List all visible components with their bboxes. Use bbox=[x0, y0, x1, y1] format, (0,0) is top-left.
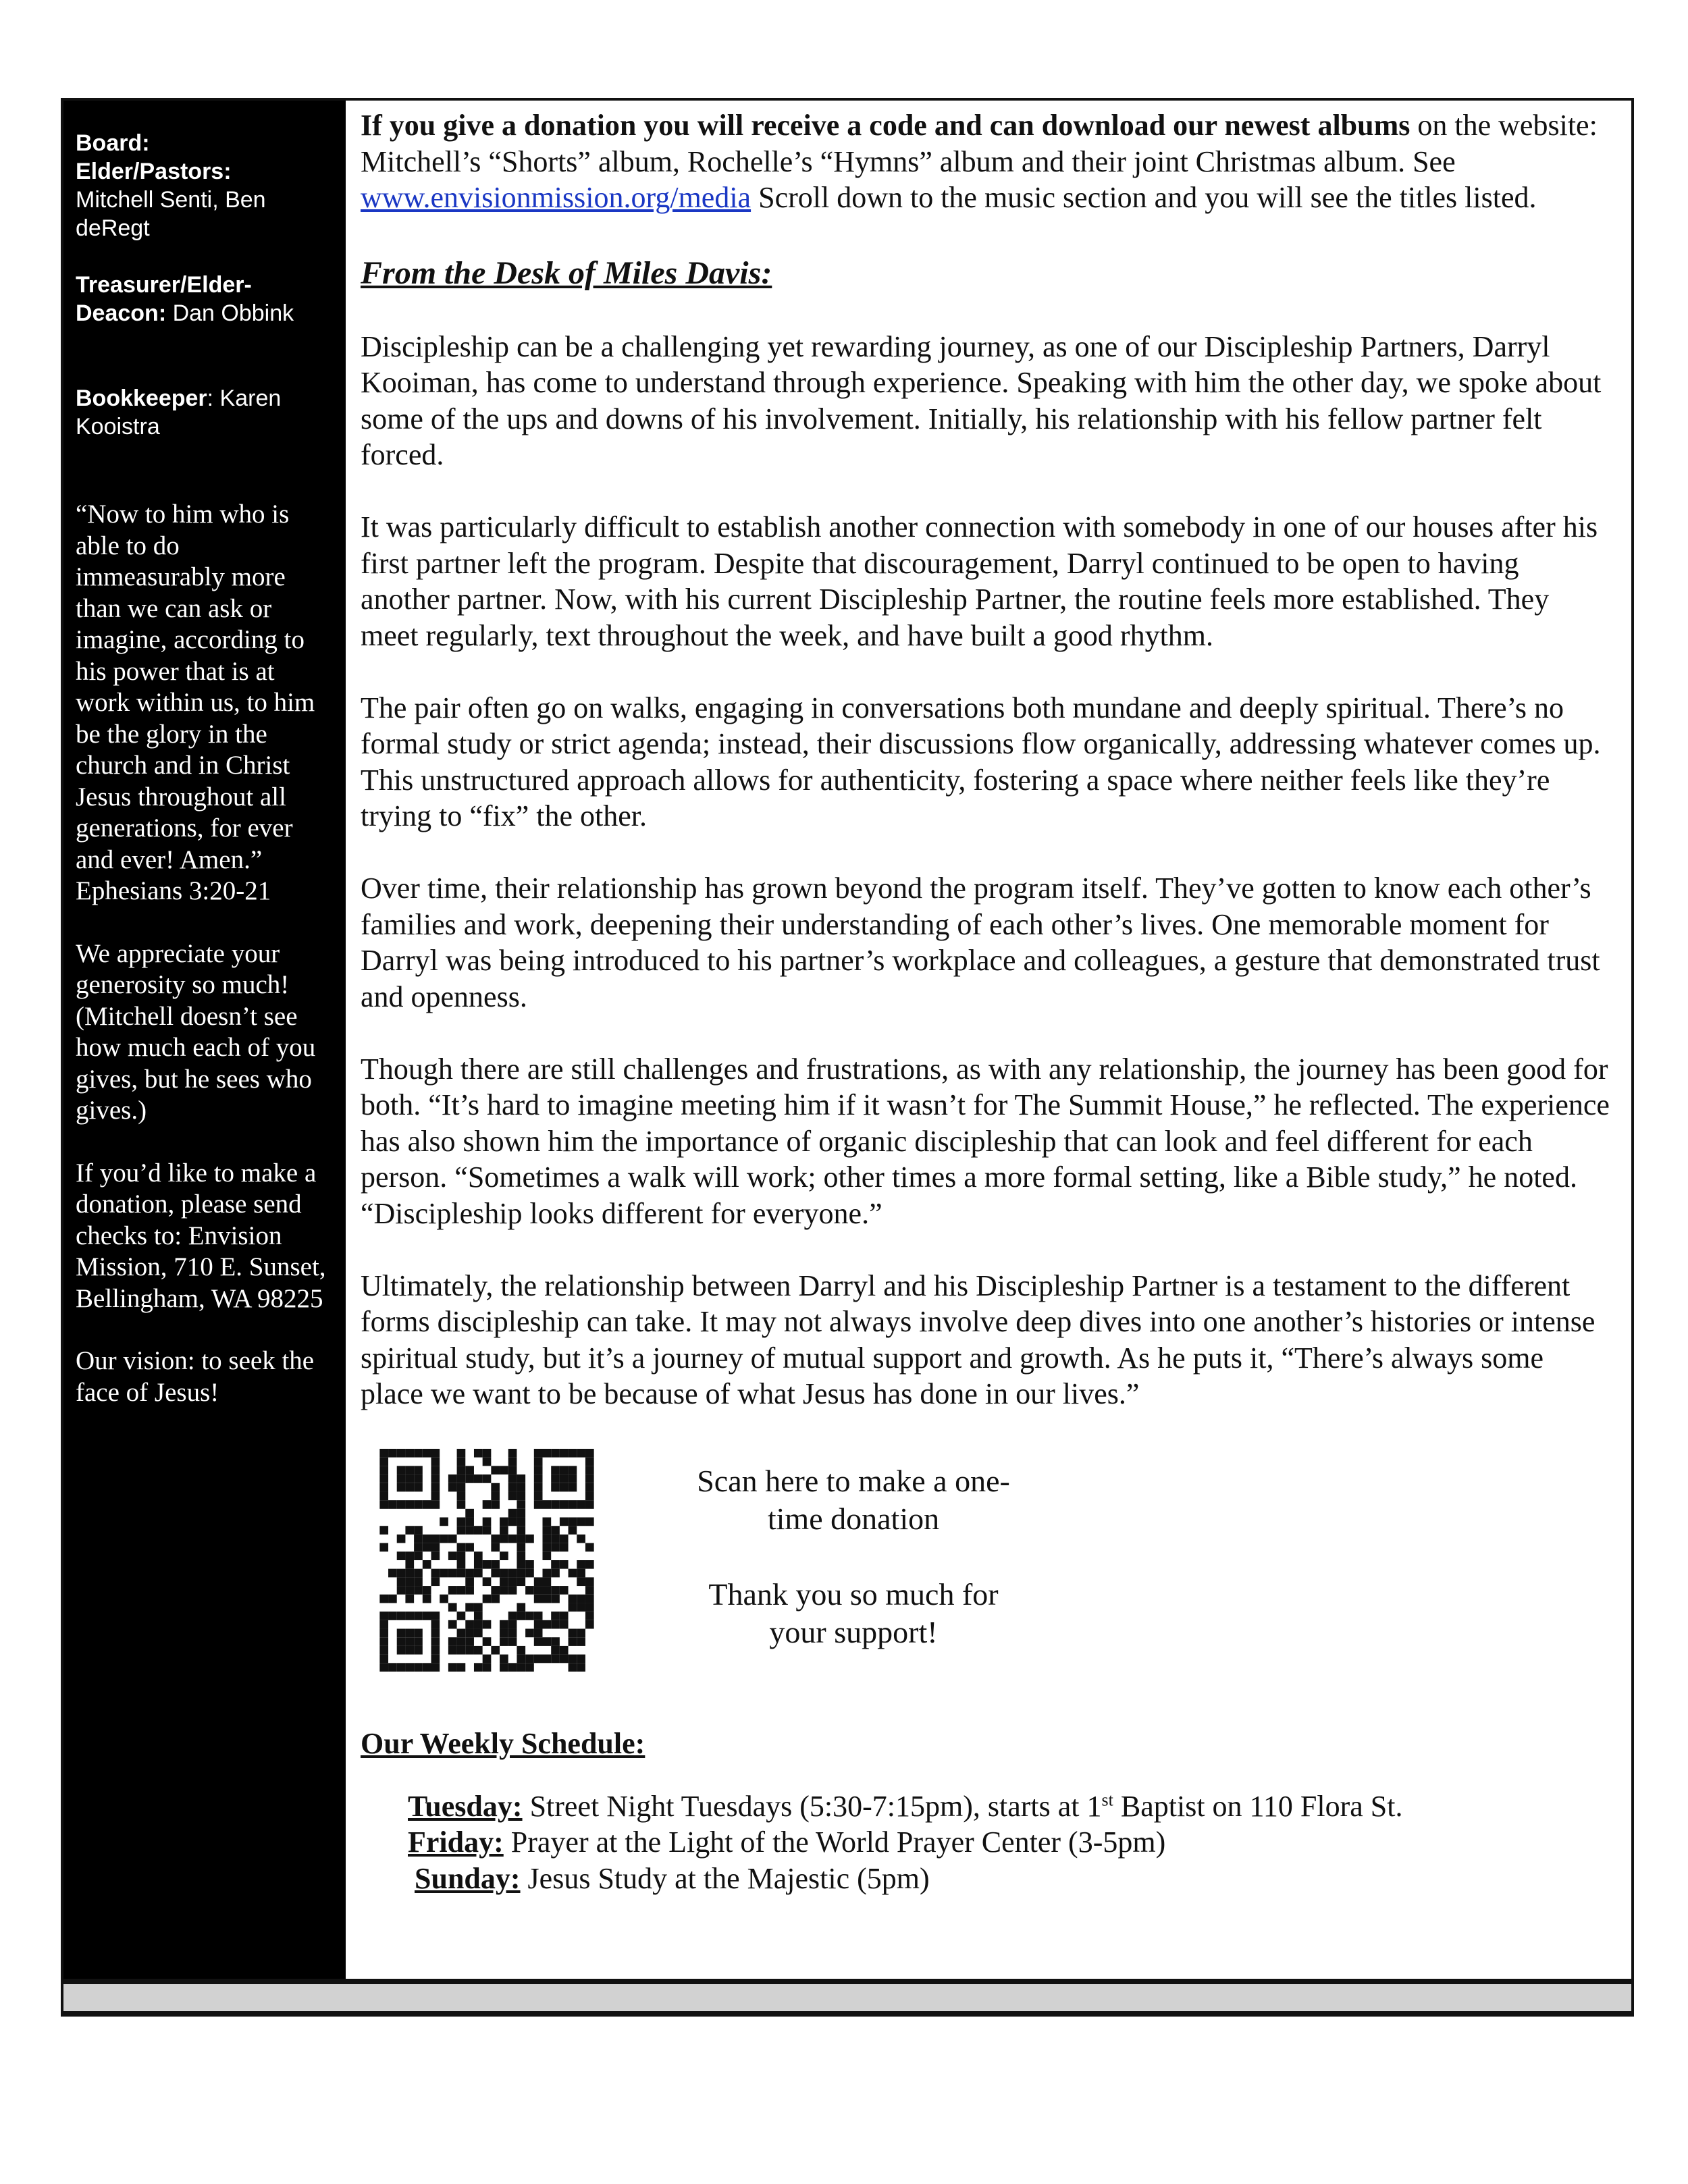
main-content bbox=[346, 101, 1631, 1979]
schedule-day-sunday: Sunday: bbox=[415, 1861, 521, 1895]
donation-text bbox=[678, 1462, 1029, 1651]
schedule-text-friday: Prayer at the Light of the World Prayer Center (3-5pm) bbox=[503, 1826, 1166, 1859]
bottom-bar bbox=[61, 1981, 1634, 2017]
article-paragraph-4: Over time, their relationship has grown beyond the program itself. They’ve gotten to know each other’s families and work, deepening their understanding of each other’s lives. One memorable moment for Darryl was being introduced to his partner’s workplace and colleagues, a gesture that demonstrated trust and openness. bbox=[361, 872, 1600, 1013]
schedule-day-tuesday: Tuesday: bbox=[408, 1789, 523, 1823]
treasurer-block bbox=[76, 271, 328, 327]
elder-pastors-names: Mitchell Senti, Ben deRegt bbox=[76, 187, 266, 241]
qr-code-icon[interactable] bbox=[379, 1449, 594, 1672]
article-paragraph-6: Ultimately, the relationship between Darryl and his Discipleship Partner is a testament to the different forms discipleship can take. It may not always involve deep dives into one another’s histories or intense spiritual study, but it’s a journey of mutual support and growth. As he puts it, “There’s always some place we want to be because of what Jesus has done in our lives.” bbox=[361, 1269, 1595, 1410]
intro-paragraph bbox=[361, 107, 1611, 216]
sidebar-appreciation: We appreciate your generosity so much! (Mitchell doesn’t see how much each of you gives, but he sees who gives.) bbox=[76, 938, 316, 1125]
board-block bbox=[76, 129, 328, 242]
sidebar bbox=[63, 101, 346, 1979]
schedule-text-sunday: Jesus Study at the Majestic (5pm) bbox=[520, 1861, 930, 1895]
scan-text: Scan here to make a one-time donation bbox=[697, 1463, 1010, 1536]
schedule-row-tuesday bbox=[361, 1788, 1611, 1825]
thanks-text: Thank you so much for your support! bbox=[708, 1576, 999, 1649]
bookkeeper-name: : Karen Kooistra bbox=[76, 385, 282, 440]
elder-pastors-label: Elder/Pastors: bbox=[76, 159, 232, 184]
newsletter-frame bbox=[61, 98, 1634, 1981]
schedule-day-friday: Friday: bbox=[408, 1826, 504, 1859]
intro-text-2: Scroll down to the music section and you will see the titles listed. bbox=[751, 181, 1537, 214]
board-label: Board: bbox=[76, 130, 150, 156]
sidebar-verse: “Now to him who is able to do immeasurably more than we can ask or imagine, according to his power that is at work within us, to him be the glory in the church and in Christ Jesus throughout all generations, for ever and ever! Amen.” Ephesians 3:20-21 bbox=[76, 500, 315, 905]
treasurer-label: Treasurer/Elder-Deacon: bbox=[76, 272, 252, 326]
schedule-text-tuesday-b: Baptist on 110 Flora St. bbox=[1113, 1789, 1403, 1823]
sidebar-vision: Our vision: to seek the face of Jesus! bbox=[76, 1346, 315, 1407]
schedule-text-tuesday-a: Street Night Tuesdays (5:30-7:15pm), starts at 1 bbox=[522, 1789, 1102, 1823]
article-paragraph-1: Discipleship can be a challenging yet rewarding journey, as one of our Discipleship Partners, Darryl Kooiman, has come to understand through experience. Speaking with him the other day, we spoke about some of the ups and downs of his involvement. Initially, his relationship with his fellow partner felt forced. bbox=[361, 329, 1602, 471]
bookkeeper-block bbox=[76, 384, 328, 441]
treasurer-name: Dan Obbink bbox=[172, 300, 294, 326]
intro-text-1: on the website: Mitchell’s “Shorts” album, Rochelle’s “Hymns” album and their joint Christmas album. See bbox=[361, 109, 1598, 178]
bookkeeper-label: Bookkeeper bbox=[76, 385, 207, 411]
schedule-row-friday bbox=[361, 1824, 1611, 1861]
sidebar-donation-info: If you’d like to make a donation, please send checks to: Envision Mission, 710 E. Sunset, Bellingham, WA 98225 bbox=[76, 1158, 326, 1313]
schedule-row-sunday bbox=[361, 1861, 1611, 1897]
article-paragraph-5: Though there are still challenges and frustrations, as with any relationship, the journey has been good for both. “It’s hard to imagine meeting him if it wasn’t for The Summit House,” he reflected. The experience has also shown him the importance of organic discipleship that can look and feel different for each person. “Sometimes a walk will work; other times a more formal setting, like a Bible study,” he noted. “Discipleship looks different for everyone.” bbox=[361, 1052, 1610, 1230]
media-link[interactable]: www.envisionmission.org/media bbox=[361, 181, 751, 214]
schedule-sup-tuesday: st bbox=[1101, 1789, 1113, 1809]
article-paragraph-3: The pair often go on walks, engaging in conversations both mundane and deeply spiritual. There’s no formal study or strict agenda; instead, their discussions flow organically, addressing whatever comes up. This unstructured approach allows for authenticity, fostering a space where neither feels like they’re trying to “fix” the other. bbox=[361, 691, 1601, 832]
intro-bold: If you give a donation you will receive a code and can download our newest albums bbox=[361, 109, 1410, 142]
donation-section bbox=[361, 1449, 1611, 1726]
article-heading: From the Desk of Miles Davis: bbox=[361, 255, 772, 291]
article-paragraph-2: It was particularly difficult to establish another connection with somebody in one of our houses after his first partner left the program. Despite that discouragement, Darryl continued to be open to having another partner. Now, with his current Discipleship Partner, the routine feels more established. They meet regularly, text throughout the week, and have built a good rhythm. bbox=[361, 510, 1598, 652]
schedule-title: Our Weekly Schedule: bbox=[361, 1726, 645, 1760]
